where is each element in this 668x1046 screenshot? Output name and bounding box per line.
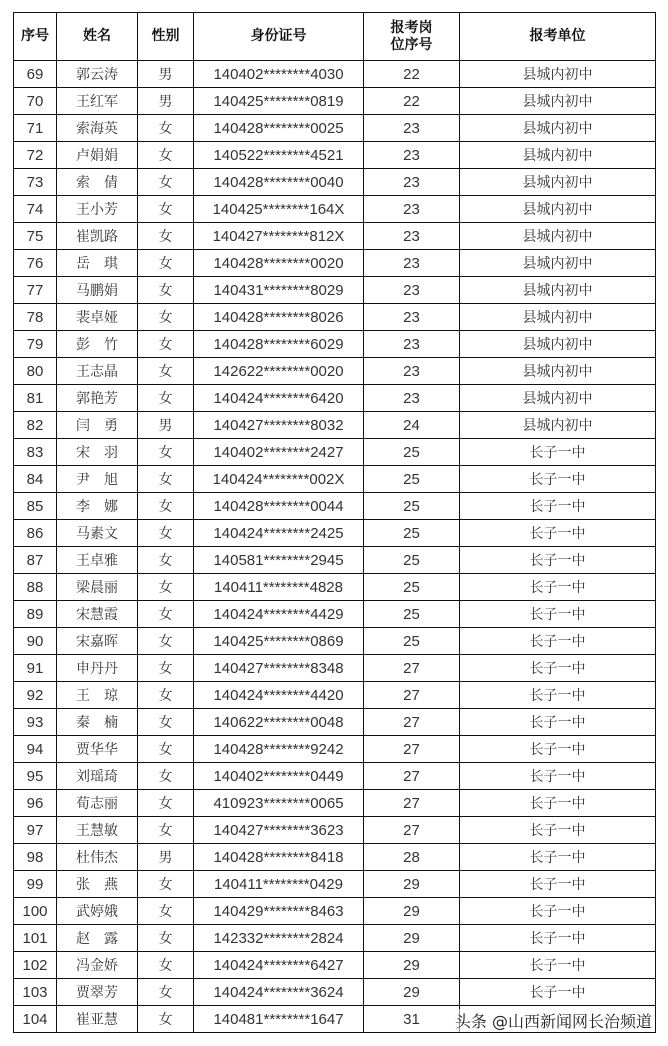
cell-seq: 70 <box>14 88 57 115</box>
cell-seq: 99 <box>14 871 57 898</box>
cell-post: 29 <box>364 925 460 952</box>
table-row <box>14 628 656 655</box>
cell-id: 140481********1647 <box>194 1006 364 1033</box>
cell-seq: 88 <box>14 574 57 601</box>
cell-id: 140424********6420 <box>194 385 364 412</box>
cell-id: 140425********0869 <box>194 628 364 655</box>
cell-gender: 女 <box>138 979 194 1006</box>
cell-name: 卢娟娟 <box>57 142 138 169</box>
table-row <box>14 304 656 331</box>
table-row <box>14 871 656 898</box>
cell-name: 张 燕 <box>57 871 138 898</box>
table-row <box>14 844 656 871</box>
cell-seq: 87 <box>14 547 57 574</box>
cell-post: 23 <box>364 142 460 169</box>
cell-seq: 93 <box>14 709 57 736</box>
cell-unit: 长子一中 <box>460 979 656 1006</box>
cell-post: 23 <box>364 304 460 331</box>
cell-seq: 71 <box>14 115 57 142</box>
cell-post: 29 <box>364 871 460 898</box>
cell-gender: 男 <box>138 88 194 115</box>
cell-unit: 县城内初中 <box>460 412 656 439</box>
cell-unit: 县城内初中 <box>460 88 656 115</box>
cell-unit: 长子一中 <box>460 871 656 898</box>
cell-seq: 77 <box>14 277 57 304</box>
cell-post: 29 <box>364 952 460 979</box>
cell-gender: 女 <box>138 196 194 223</box>
cell-name: 宋 羽 <box>57 439 138 466</box>
cell-id: 140424********002X <box>194 466 364 493</box>
table-row <box>14 709 656 736</box>
table-row <box>14 763 656 790</box>
table-row <box>14 385 656 412</box>
cell-post: 25 <box>364 547 460 574</box>
header-post-line1: 报考岗 <box>390 19 433 36</box>
cell-unit: 长子一中 <box>460 439 656 466</box>
cell-post: 25 <box>364 601 460 628</box>
table-row <box>14 898 656 925</box>
cell-id: 140427********3623 <box>194 817 364 844</box>
cell-gender: 女 <box>138 466 194 493</box>
cell-name: 王红军 <box>57 88 138 115</box>
cell-seq: 98 <box>14 844 57 871</box>
cell-gender: 女 <box>138 763 194 790</box>
cell-unit: 长子一中 <box>460 466 656 493</box>
cell-gender: 女 <box>138 439 194 466</box>
cell-unit: 长子一中 <box>460 925 656 952</box>
cell-id: 140428********0040 <box>194 169 364 196</box>
cell-gender: 女 <box>138 952 194 979</box>
cell-seq: 73 <box>14 169 57 196</box>
cell-name: 岳 琪 <box>57 250 138 277</box>
cell-unit: 长子一中 <box>460 736 656 763</box>
cell-name: 申丹丹 <box>57 655 138 682</box>
cell-post: 25 <box>364 574 460 601</box>
cell-post: 27 <box>364 763 460 790</box>
cell-post: 28 <box>364 844 460 871</box>
cell-gender: 女 <box>138 898 194 925</box>
cell-post: 27 <box>364 655 460 682</box>
header-name: 姓名 <box>57 13 138 61</box>
cell-seq: 69 <box>14 61 57 88</box>
cell-name: 王小芳 <box>57 196 138 223</box>
cell-post: 25 <box>364 466 460 493</box>
cell-gender: 女 <box>138 574 194 601</box>
cell-name: 尹 旭 <box>57 466 138 493</box>
cell-seq: 90 <box>14 628 57 655</box>
table-row <box>14 358 656 385</box>
table-row <box>14 466 656 493</box>
candidate-table <box>13 12 656 1033</box>
cell-gender: 女 <box>138 871 194 898</box>
cell-name: 郭艳芳 <box>57 385 138 412</box>
cell-seq: 91 <box>14 655 57 682</box>
cell-name: 彭 竹 <box>57 331 138 358</box>
cell-id: 140424********6427 <box>194 952 364 979</box>
cell-id: 140424********3624 <box>194 979 364 1006</box>
cell-name: 杜伟杰 <box>57 844 138 871</box>
cell-gender: 女 <box>138 331 194 358</box>
cell-seq: 75 <box>14 223 57 250</box>
cell-id: 140411********0429 <box>194 871 364 898</box>
cell-unit: 长子一中 <box>460 601 656 628</box>
cell-id: 140428********0025 <box>194 115 364 142</box>
cell-unit: 县城内初中 <box>460 277 656 304</box>
table-row <box>14 331 656 358</box>
cell-seq: 85 <box>14 493 57 520</box>
table-row <box>14 817 656 844</box>
cell-unit: 县城内初中 <box>460 331 656 358</box>
table-row <box>14 493 656 520</box>
cell-id: 140622********0048 <box>194 709 364 736</box>
cell-id: 140427********8348 <box>194 655 364 682</box>
cell-id: 140428********8418 <box>194 844 364 871</box>
cell-id: 140424********4420 <box>194 682 364 709</box>
cell-post: 25 <box>364 520 460 547</box>
cell-seq: 78 <box>14 304 57 331</box>
cell-name: 宋嘉晖 <box>57 628 138 655</box>
table-row <box>14 115 656 142</box>
header-gender: 性别 <box>138 13 194 61</box>
cell-seq: 94 <box>14 736 57 763</box>
cell-id: 142622********0020 <box>194 358 364 385</box>
cell-post: 22 <box>364 61 460 88</box>
cell-gender: 女 <box>138 709 194 736</box>
cell-post: 27 <box>364 817 460 844</box>
cell-gender: 女 <box>138 655 194 682</box>
cell-id: 140402********4030 <box>194 61 364 88</box>
cell-gender: 女 <box>138 169 194 196</box>
cell-name: 梁晨丽 <box>57 574 138 601</box>
cell-name: 王 琼 <box>57 682 138 709</box>
cell-gender: 女 <box>138 682 194 709</box>
cell-post: 29 <box>364 979 460 1006</box>
cell-seq: 79 <box>14 331 57 358</box>
cell-seq: 72 <box>14 142 57 169</box>
cell-gender: 男 <box>138 61 194 88</box>
table-row <box>14 790 656 817</box>
cell-name: 裴卓娅 <box>57 304 138 331</box>
cell-gender: 女 <box>138 358 194 385</box>
cell-seq: 103 <box>14 979 57 1006</box>
cell-unit: 县城内初中 <box>460 385 656 412</box>
cell-gender: 女 <box>138 736 194 763</box>
header-post <box>364 13 460 61</box>
cell-id: 140428********8026 <box>194 304 364 331</box>
cell-id: 140431********8029 <box>194 277 364 304</box>
cell-seq: 83 <box>14 439 57 466</box>
cell-id: 140411********4828 <box>194 574 364 601</box>
cell-id: 140428********0044 <box>194 493 364 520</box>
cell-seq: 76 <box>14 250 57 277</box>
header-seq: 序号 <box>14 13 57 61</box>
cell-id: 140429********8463 <box>194 898 364 925</box>
cell-name: 郭云涛 <box>57 61 138 88</box>
cell-gender: 女 <box>138 1006 194 1033</box>
cell-post: 29 <box>364 898 460 925</box>
table-body <box>14 61 656 1033</box>
cell-post: 25 <box>364 493 460 520</box>
table-row <box>14 223 656 250</box>
table-row <box>14 142 656 169</box>
cell-seq: 101 <box>14 925 57 952</box>
cell-id: 140425********0819 <box>194 88 364 115</box>
cell-unit: 长子一中 <box>460 844 656 871</box>
cell-unit: 长子一中 <box>460 628 656 655</box>
cell-name: 马素文 <box>57 520 138 547</box>
cell-id: 140428********6029 <box>194 331 364 358</box>
cell-id: 140427********812X <box>194 223 364 250</box>
cell-id: 140425********164X <box>194 196 364 223</box>
cell-unit: 长子一中 <box>460 817 656 844</box>
cell-post: 25 <box>364 439 460 466</box>
cell-seq: 81 <box>14 385 57 412</box>
table-row <box>14 169 656 196</box>
cell-gender: 女 <box>138 304 194 331</box>
watermark: 头条 @山西新闻网长治频道 <box>453 1009 654 1032</box>
cell-name: 王志晶 <box>57 358 138 385</box>
cell-unit: 县城内初中 <box>460 142 656 169</box>
cell-post: 23 <box>364 169 460 196</box>
cell-unit: 长子一中 <box>460 763 656 790</box>
cell-post: 27 <box>364 736 460 763</box>
cell-unit: 县城内初中 <box>460 358 656 385</box>
cell-name: 王慧敏 <box>57 817 138 844</box>
cell-name: 王卓雅 <box>57 547 138 574</box>
cell-id: 140428********9242 <box>194 736 364 763</box>
cell-gender: 女 <box>138 628 194 655</box>
cell-name: 荀志丽 <box>57 790 138 817</box>
cell-unit: 县城内初中 <box>460 223 656 250</box>
table-row <box>14 250 656 277</box>
cell-id: 140402********2427 <box>194 439 364 466</box>
cell-name: 马鹏娟 <box>57 277 138 304</box>
cell-id: 140428********0020 <box>194 250 364 277</box>
cell-unit: 长子一中 <box>460 790 656 817</box>
cell-seq: 97 <box>14 817 57 844</box>
header-post-line2: 位序号 <box>390 36 433 53</box>
cell-post: 23 <box>364 385 460 412</box>
cell-gender: 女 <box>138 250 194 277</box>
cell-unit: 长子一中 <box>460 574 656 601</box>
table-row <box>14 196 656 223</box>
cell-seq: 74 <box>14 196 57 223</box>
cell-unit: 长子一中 <box>460 898 656 925</box>
table-row <box>14 412 656 439</box>
table-row <box>14 574 656 601</box>
cell-name: 贾华华 <box>57 736 138 763</box>
cell-seq: 80 <box>14 358 57 385</box>
cell-gender: 男 <box>138 412 194 439</box>
cell-name: 索海英 <box>57 115 138 142</box>
cell-gender: 女 <box>138 223 194 250</box>
cell-name: 宋慧霞 <box>57 601 138 628</box>
cell-post: 23 <box>364 331 460 358</box>
cell-gender: 女 <box>138 925 194 952</box>
cell-gender: 女 <box>138 547 194 574</box>
table-row <box>14 925 656 952</box>
table-row <box>14 61 656 88</box>
cell-unit: 长子一中 <box>460 520 656 547</box>
cell-unit: 县城内初中 <box>460 115 656 142</box>
cell-id: 140402********0449 <box>194 763 364 790</box>
table-row <box>14 547 656 574</box>
cell-unit: 县城内初中 <box>460 250 656 277</box>
cell-post: 23 <box>364 277 460 304</box>
cell-unit: 长子一中 <box>460 709 656 736</box>
cell-gender: 女 <box>138 493 194 520</box>
cell-post: 23 <box>364 223 460 250</box>
cell-seq: 84 <box>14 466 57 493</box>
cell-id: 140424********4429 <box>194 601 364 628</box>
cell-post: 25 <box>364 628 460 655</box>
table-row <box>14 736 656 763</box>
cell-unit: 长子一中 <box>460 655 656 682</box>
cell-gender: 女 <box>138 601 194 628</box>
header-id: 身份证号 <box>194 13 364 61</box>
cell-unit: 县城内初中 <box>460 61 656 88</box>
cell-seq: 82 <box>14 412 57 439</box>
cell-name: 武婷娥 <box>57 898 138 925</box>
cell-unit: 县城内初中 <box>460 169 656 196</box>
cell-unit: 县城内初中 <box>460 196 656 223</box>
cell-post: 27 <box>364 790 460 817</box>
table-row <box>14 655 656 682</box>
table-row <box>14 277 656 304</box>
table-row <box>14 520 656 547</box>
table-row <box>14 952 656 979</box>
cell-gender: 女 <box>138 790 194 817</box>
cell-id: 142332********2824 <box>194 925 364 952</box>
cell-name: 秦 楠 <box>57 709 138 736</box>
cell-name: 崔凯路 <box>57 223 138 250</box>
cell-name: 刘瑶琦 <box>57 763 138 790</box>
cell-name: 索 倩 <box>57 169 138 196</box>
cell-gender: 男 <box>138 844 194 871</box>
cell-id: 140427********8032 <box>194 412 364 439</box>
cell-id: 410923********0065 <box>194 790 364 817</box>
cell-seq: 104 <box>14 1006 57 1033</box>
cell-unit: 长子一中 <box>460 547 656 574</box>
cell-post: 23 <box>364 196 460 223</box>
cell-name: 崔亚慧 <box>57 1006 138 1033</box>
table-row <box>14 682 656 709</box>
table-row <box>14 601 656 628</box>
cell-gender: 女 <box>138 142 194 169</box>
cell-seq: 89 <box>14 601 57 628</box>
cell-name: 贾翠芳 <box>57 979 138 1006</box>
cell-gender: 女 <box>138 520 194 547</box>
cell-post: 23 <box>364 358 460 385</box>
cell-name: 赵 露 <box>57 925 138 952</box>
cell-seq: 102 <box>14 952 57 979</box>
cell-id: 140581********2945 <box>194 547 364 574</box>
cell-unit: 县城内初中 <box>460 304 656 331</box>
cell-seq: 92 <box>14 682 57 709</box>
cell-post: 27 <box>364 709 460 736</box>
cell-post: 23 <box>364 115 460 142</box>
cell-name: 李 娜 <box>57 493 138 520</box>
header-row <box>14 13 656 61</box>
table-row <box>14 88 656 115</box>
cell-gender: 女 <box>138 817 194 844</box>
cell-seq: 86 <box>14 520 57 547</box>
cell-gender: 女 <box>138 385 194 412</box>
header-unit: 报考单位 <box>460 13 656 61</box>
table-row <box>14 439 656 466</box>
cell-post: 27 <box>364 682 460 709</box>
cell-seq: 95 <box>14 763 57 790</box>
cell-gender: 女 <box>138 115 194 142</box>
cell-unit: 长子一中 <box>460 952 656 979</box>
cell-post: 23 <box>364 250 460 277</box>
cell-seq: 96 <box>14 790 57 817</box>
cell-name: 冯金娇 <box>57 952 138 979</box>
cell-id: 140522********4521 <box>194 142 364 169</box>
cell-post: 31 <box>364 1006 460 1033</box>
cell-post: 24 <box>364 412 460 439</box>
cell-gender: 女 <box>138 277 194 304</box>
cell-unit: 长子一中 <box>460 682 656 709</box>
cell-unit: 长子一中 <box>460 493 656 520</box>
cell-name: 闫 勇 <box>57 412 138 439</box>
cell-id: 140424********2425 <box>194 520 364 547</box>
table-row <box>14 979 656 1006</box>
cell-post: 22 <box>364 88 460 115</box>
cell-seq: 100 <box>14 898 57 925</box>
